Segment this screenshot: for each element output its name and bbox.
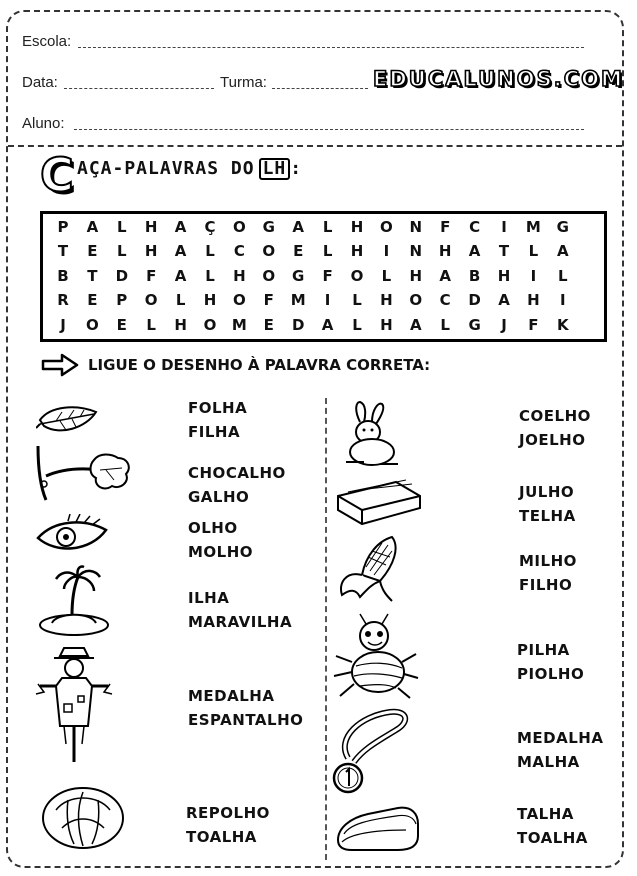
grid-letter[interactable]: M — [290, 291, 306, 310]
word-julho: JULHO — [519, 483, 575, 501]
grid-letter[interactable]: T — [57, 242, 69, 261]
grid-letter[interactable]: H — [438, 242, 452, 261]
word-filha: FILHA — [188, 423, 241, 441]
grid-letter[interactable]: A — [86, 218, 99, 236]
louse-icon — [330, 612, 420, 700]
grid-letter[interactable]: P — [57, 218, 69, 236]
grid-letter[interactable]: I — [530, 266, 537, 285]
grid-letter[interactable]: A — [439, 266, 451, 285]
grid-letter[interactable]: C — [469, 218, 481, 236]
grid-letter[interactable]: E — [87, 291, 98, 310]
grid-letter[interactable]: F — [146, 266, 157, 285]
title-initial: C — [40, 148, 74, 202]
leaf-icon — [36, 402, 100, 438]
grid-letter[interactable]: A — [409, 315, 422, 334]
instruction — [40, 352, 431, 383]
grid-letter[interactable]: H — [144, 242, 158, 261]
grid-letter[interactable]: A — [292, 218, 304, 236]
scarecrow-icon — [34, 646, 114, 764]
grid-letter[interactable]: J — [60, 315, 66, 334]
grid-letter[interactable]: I — [560, 291, 566, 310]
grid-letter[interactable]: R — [57, 291, 69, 310]
grid-letter[interactable]: L — [352, 291, 362, 310]
grid-letter[interactable]: A — [556, 242, 569, 261]
grid-letter[interactable]: C — [233, 242, 245, 261]
grid-letter[interactable]: F — [440, 218, 451, 236]
grid-letter[interactable]: M — [231, 315, 247, 334]
grid-letter[interactable]: L — [322, 218, 333, 236]
grid-letter[interactable]: L — [205, 266, 215, 285]
escola-label: Escola: — [22, 33, 72, 50]
grid-letter[interactable]: I — [501, 218, 507, 236]
word-filho: FILHO — [519, 576, 573, 594]
grid-letter[interactable]: A — [174, 218, 187, 236]
grid-letter[interactable]: E — [87, 242, 98, 261]
grid-letter[interactable]: A — [174, 242, 187, 261]
grid-letter[interactable]: L — [322, 242, 333, 261]
grid-letter[interactable]: N — [409, 218, 423, 236]
grid-row — [43, 291, 604, 317]
data-field[interactable] — [64, 88, 214, 89]
grid-letter[interactable]: C — [439, 291, 451, 310]
site-logo: EDUCALUNOS.COM — [373, 67, 624, 91]
grid-row — [43, 316, 604, 342]
grid-letter[interactable]: O — [144, 291, 158, 310]
grid-letter[interactable]: B — [57, 266, 69, 285]
grid-letter[interactable]: E — [293, 242, 304, 261]
arrow-right-icon — [40, 352, 80, 378]
grid-letter[interactable]: H — [144, 218, 158, 236]
escola-field[interactable] — [78, 47, 584, 48]
page-title — [77, 158, 302, 180]
grid-letter[interactable]: E — [263, 315, 274, 334]
grid-letter[interactable]: O — [409, 291, 423, 310]
grid-letter[interactable]: H — [350, 218, 364, 236]
word-maravilha: MARAVILHA — [188, 613, 293, 631]
word-talha: TALHA — [517, 805, 574, 823]
grid-letter[interactable]: O — [233, 218, 246, 236]
grid-letter[interactable]: L — [146, 315, 156, 334]
grid-letter[interactable]: O — [380, 218, 393, 236]
aluno-field[interactable] — [74, 129, 584, 130]
grid-letter[interactable]: A — [468, 242, 481, 261]
word-olho: OLHO — [188, 519, 238, 537]
turma-field[interactable] — [272, 88, 368, 89]
grid-letter[interactable]: K — [556, 315, 569, 334]
medal-icon — [330, 708, 412, 800]
header-divider — [8, 145, 622, 147]
grid-letter[interactable]: L — [440, 315, 450, 334]
grid-letter[interactable]: L — [528, 242, 539, 261]
grid-letter[interactable]: A — [498, 291, 510, 310]
grid-letter[interactable]: F — [528, 315, 539, 334]
grid-letter[interactable]: H — [497, 266, 511, 285]
word-malha: MALHA — [517, 753, 580, 771]
towel-icon — [334, 800, 420, 854]
grid-letter[interactable]: G — [556, 218, 569, 236]
grid-letter[interactable]: O — [262, 242, 276, 261]
grid-letter[interactable]: O — [233, 291, 246, 310]
aluno-label: Aluno: — [22, 115, 65, 132]
corn-icon — [336, 535, 402, 607]
grid-letter[interactable]: G — [292, 266, 305, 285]
grid-letter[interactable]: G — [262, 218, 275, 236]
grid-letter[interactable]: A — [174, 266, 187, 285]
grid-letter[interactable]: H — [350, 242, 364, 261]
grid-letter[interactable]: M — [525, 218, 541, 236]
word-folha: FOLHA — [188, 399, 248, 417]
grid-letter[interactable]: T — [498, 242, 510, 261]
word-pilha: PILHA — [517, 641, 570, 659]
word-milho: MILHO — [519, 552, 577, 570]
word-repolho: REPOLHO — [186, 804, 270, 822]
grid-letter[interactable]: E — [116, 315, 127, 334]
word-toalha-left: TOALHA — [186, 828, 257, 846]
word-telha: TELHA — [519, 507, 576, 525]
grid-letter[interactable]: D — [115, 266, 129, 285]
title-colon: : — [290, 158, 303, 179]
eye-icon — [36, 514, 112, 556]
island-icon — [36, 565, 112, 637]
instruction-text: LIGUE O DESENHO À PALAVRA CORRETA: — [88, 356, 431, 374]
turma-label: Turma: — [220, 74, 267, 91]
word-coelho: COELHO — [519, 407, 591, 425]
column-divider — [325, 398, 327, 860]
word-chocalho: CHOCALHO — [188, 464, 286, 482]
grid-letter[interactable]: L — [205, 242, 215, 261]
data-label: Data: — [22, 74, 58, 91]
grid-letter[interactable]: H — [409, 266, 423, 285]
word-medalha-right: MEDALHA — [517, 729, 604, 747]
grid-letter[interactable]: F — [322, 266, 333, 285]
grid-letter[interactable]: H — [203, 291, 217, 310]
roof-tile-icon — [336, 478, 422, 526]
grid-letter[interactable]: H — [174, 315, 187, 334]
grid-letter[interactable]: H — [527, 291, 540, 310]
word-galho: GALHO — [188, 488, 250, 506]
grid-letter[interactable]: I — [383, 242, 390, 261]
grid-letter[interactable]: B — [468, 266, 481, 285]
grid-letter[interactable]: O — [350, 266, 364, 285]
grid-letter[interactable]: F — [263, 291, 274, 310]
grid-letter[interactable]: L — [175, 291, 186, 310]
grid-letter[interactable]: L — [558, 266, 568, 285]
word-search-grid — [40, 211, 607, 342]
grid-letter[interactable]: O — [262, 266, 276, 285]
grid-letter[interactable]: P — [116, 291, 128, 310]
word-molho: MOLHO — [188, 543, 254, 561]
grid-letter[interactable]: Ç — [204, 218, 216, 236]
grid-letter[interactable]: L — [117, 242, 127, 261]
grid-letter[interactable]: O — [203, 315, 217, 334]
grid-letter[interactable]: T — [87, 266, 98, 285]
grid-letter[interactable]: I — [324, 291, 331, 310]
title-lh-box: LH — [259, 158, 291, 180]
cabbage-icon — [38, 780, 128, 852]
grid-letter[interactable]: O — [86, 315, 99, 334]
grid-letter[interactable]: D — [468, 291, 481, 310]
word-piolho: PIOLHO — [517, 665, 585, 683]
grid-letter[interactable]: H — [233, 266, 246, 285]
grid-letter[interactable]: A — [321, 315, 334, 334]
grid-row — [43, 267, 604, 293]
grid-letter[interactable]: H — [380, 291, 393, 310]
grid-letter[interactable]: J — [501, 315, 507, 334]
grid-letter[interactable]: L — [352, 315, 362, 334]
grid-row — [43, 218, 604, 244]
grid-letter[interactable]: H — [380, 315, 393, 334]
grid-row — [43, 242, 604, 268]
rabbit-icon — [336, 400, 406, 468]
branch-icon — [34, 446, 134, 502]
grid-letter[interactable]: D — [291, 315, 305, 334]
word-joelho: JOELHO — [519, 431, 586, 449]
grid-letter[interactable]: G — [468, 315, 481, 334]
grid-letter[interactable]: N — [409, 242, 423, 261]
grid-letter[interactable]: L — [117, 218, 127, 236]
grid-letter[interactable]: L — [381, 266, 392, 285]
word-toalha-right: TOALHA — [517, 829, 588, 847]
word-espantalho: ESPANTALHO — [188, 711, 304, 729]
word-medalha-left: MEDALHA — [188, 687, 275, 705]
word-ilha: ILHA — [188, 589, 230, 607]
title-text: AÇA-PALAVRAS DO — [77, 158, 255, 179]
